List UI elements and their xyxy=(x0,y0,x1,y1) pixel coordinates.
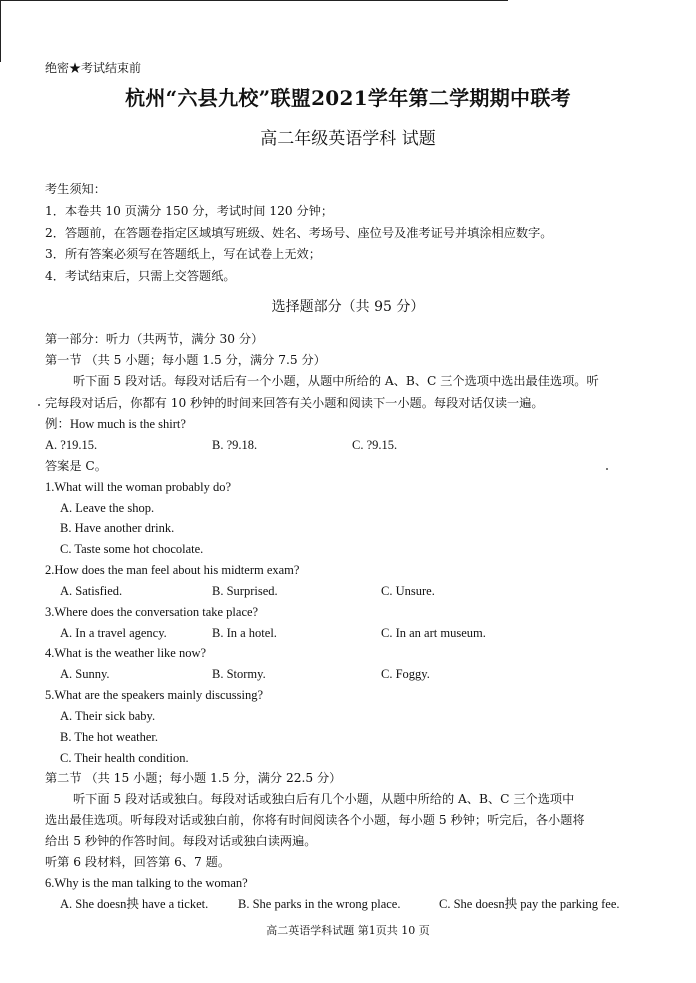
option-b: B. In a hotel. xyxy=(212,626,277,640)
notice-item: 3．所有答案必须写在答题纸上，写在试卷上无效； xyxy=(45,247,321,261)
part1-sec1-instruction: 听下面 5 段对话。每段对话后有一个小题，从题中所给的 A、B、C 三个选项中选出最佳选项。听 xyxy=(73,374,599,388)
option-b: B. Have another drink. xyxy=(60,521,175,535)
question-2: 2.How does the man feel about his midterm exam? xyxy=(45,563,300,577)
question-3: 3.Where does the conversation take place? xyxy=(45,605,259,619)
question-6: 6.Why is the man talking to the woman? xyxy=(45,876,248,890)
option-c: C. She doesn抰 pay the parking fee. xyxy=(439,897,620,911)
exam-subtitle: 高二年级英语学科 试题 xyxy=(260,129,436,149)
option-a: A. Satisfied. xyxy=(60,584,123,598)
page-border-top xyxy=(0,0,508,1)
option-c: C. Taste some hot chocolate. xyxy=(60,542,204,556)
option-b: B. The hot weather. xyxy=(60,730,159,744)
notice-item: 2．答题前，在答题卷指定区域填写班级、姓名、考场号、座位号及准考证号并填涂相应数字。 xyxy=(45,226,553,240)
part1-sec2-instruction: 给出 5 秒钟的作答时间。每段对话或独白读两遍。 xyxy=(45,834,317,848)
material-label: 听第 6 段材料，回答第 6、7 题。 xyxy=(45,855,231,869)
margin-mark xyxy=(38,404,40,406)
option-a: A. Their sick baby. xyxy=(60,709,156,723)
option-c: C. Their health condition. xyxy=(60,751,189,765)
section-title: 选择题部分（共 95 分） xyxy=(271,299,425,315)
part1-sec2-instruction: 选出最佳选项。听每段对话或独白前，你将有时间阅读各个小题，每小题 5 秒钟；听完后，各小题将 xyxy=(45,813,585,827)
option-a: A. Sunny. xyxy=(60,667,110,681)
option-b: B. She parks in the wrong place. xyxy=(238,897,401,911)
part1-title: 第一部分：听力（共两节，满分 30 分） xyxy=(45,332,264,346)
page-footer: 高二英语学科试题 第1页共 10 页 xyxy=(266,924,430,937)
option-b: B. Surprised. xyxy=(212,584,278,598)
example-answer: 答案是 C。 xyxy=(45,459,107,473)
part1-sec2-title: 第二节 （共 15 小题；每小题 1.5 分，满分 22.5 分） xyxy=(45,771,342,785)
option-c: C. In an art museum. xyxy=(381,626,486,640)
example-option-c: C. ?9.15. xyxy=(352,438,398,452)
option-a: A. In a travel agency. xyxy=(60,626,167,640)
part1-sec1-title: 第一节 （共 5 小题；每小题 1.5 分，满分 7.5 分） xyxy=(45,353,326,367)
exam-title: 杭州“六县九校”联盟2021学年第二学期期中联考 xyxy=(125,86,571,110)
option-b: B. Stormy. xyxy=(212,667,266,681)
question-4: 4.What is the weather like now? xyxy=(45,646,207,660)
part1-sec1-instruction: 完每段对话后，你都有 10 秒钟的时间来回答有关小题和阅读下一小题。每段对话仅读一遍。 xyxy=(45,396,544,410)
question-5: 5.What are the speakers mainly discussing? xyxy=(45,688,263,702)
part1-sec2-instruction: 听下面 5 段对话或独白。每段对话或独白后有几个小题，从题中所给的 A、B、C 三个选项中 xyxy=(73,792,575,806)
option-c: C. Unsure. xyxy=(381,584,435,598)
page-border-left xyxy=(0,0,1,62)
example-option-b: B. ?9.18. xyxy=(212,438,258,452)
notice-item: 4．考试结束后，只需上交答题纸。 xyxy=(45,269,236,283)
example-option-a: A. ?19.15. xyxy=(45,438,98,452)
question-1: 1.What will the woman probably do? xyxy=(45,480,232,494)
option-a: A. She doesn抰 have a ticket. xyxy=(60,897,209,911)
notice-heading: 考生须知： xyxy=(45,182,106,196)
example-question: 例：How much is the shirt? xyxy=(45,417,186,431)
secret-label: 绝密★考试结束前 xyxy=(45,61,142,75)
margin-mark xyxy=(606,468,608,470)
notice-item: 1．本卷共 10 页满分 150 分，考试时间 120 分钟； xyxy=(45,204,334,218)
option-c: C. Foggy. xyxy=(381,667,430,681)
option-a: A. Leave the shop. xyxy=(60,501,155,515)
